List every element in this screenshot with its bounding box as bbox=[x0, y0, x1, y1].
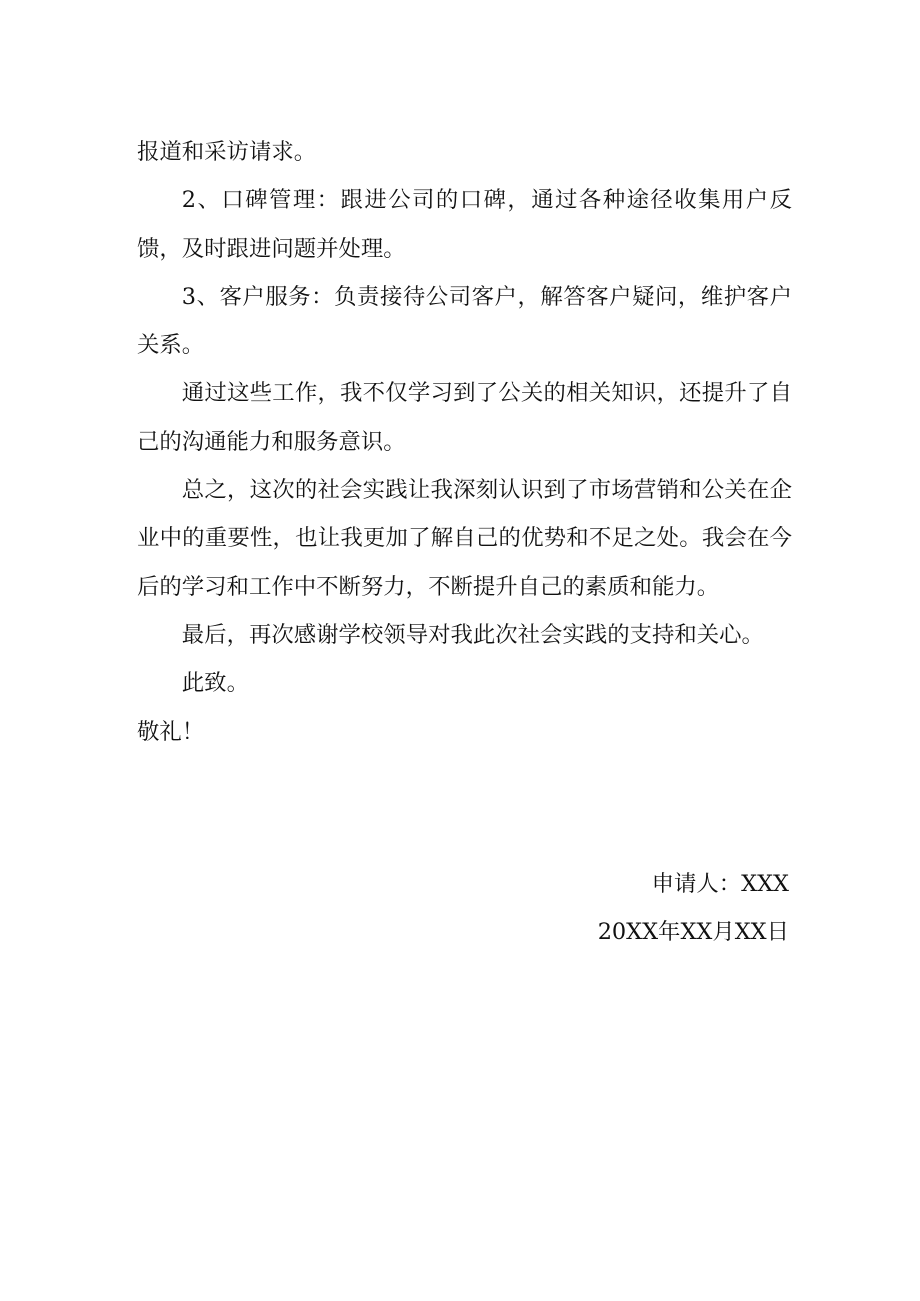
cizhi-paragraph: 此致。 bbox=[181, 670, 249, 697]
customer-service-paragraph: 3、客户服务：负责接待公司客户，解答客户疑问，维护客户关系。 bbox=[137, 283, 792, 359]
learning-paragraph: 通过这些工作，我不仅学习到了公关的相关知识，还提升了自己的沟通能力和服务意识。 bbox=[137, 380, 792, 455]
letter-body bbox=[137, 128, 792, 756]
word-of-mouth-paragraph: 2、口碑管理：跟进公司的口碑，通过各种途径收集用户反馈，及时跟进问题并处理。 bbox=[137, 187, 792, 262]
closing-salutation: 敬礼！ bbox=[137, 718, 205, 745]
summary-paragraph: 总之，这次的社会实践让我深刻认识到了市场营销和公关在企业中的重要性，也让我更加了解自己的优势和不足之处。我会在今后的学习和工作中不断努力，不断提升自己的素质和能力。 bbox=[137, 477, 792, 600]
date-line: 20XX年XX月XX日 bbox=[597, 919, 789, 946]
applicant-line: 申请人：XXX bbox=[651, 871, 789, 897]
continuation-paragraph: 报道和采访请求。 bbox=[137, 139, 317, 165]
thanks-paragraph: 最后，再次感谢学校领导对我此次社会实践的支持和关心。 bbox=[181, 621, 764, 648]
signature-block bbox=[598, 860, 789, 957]
